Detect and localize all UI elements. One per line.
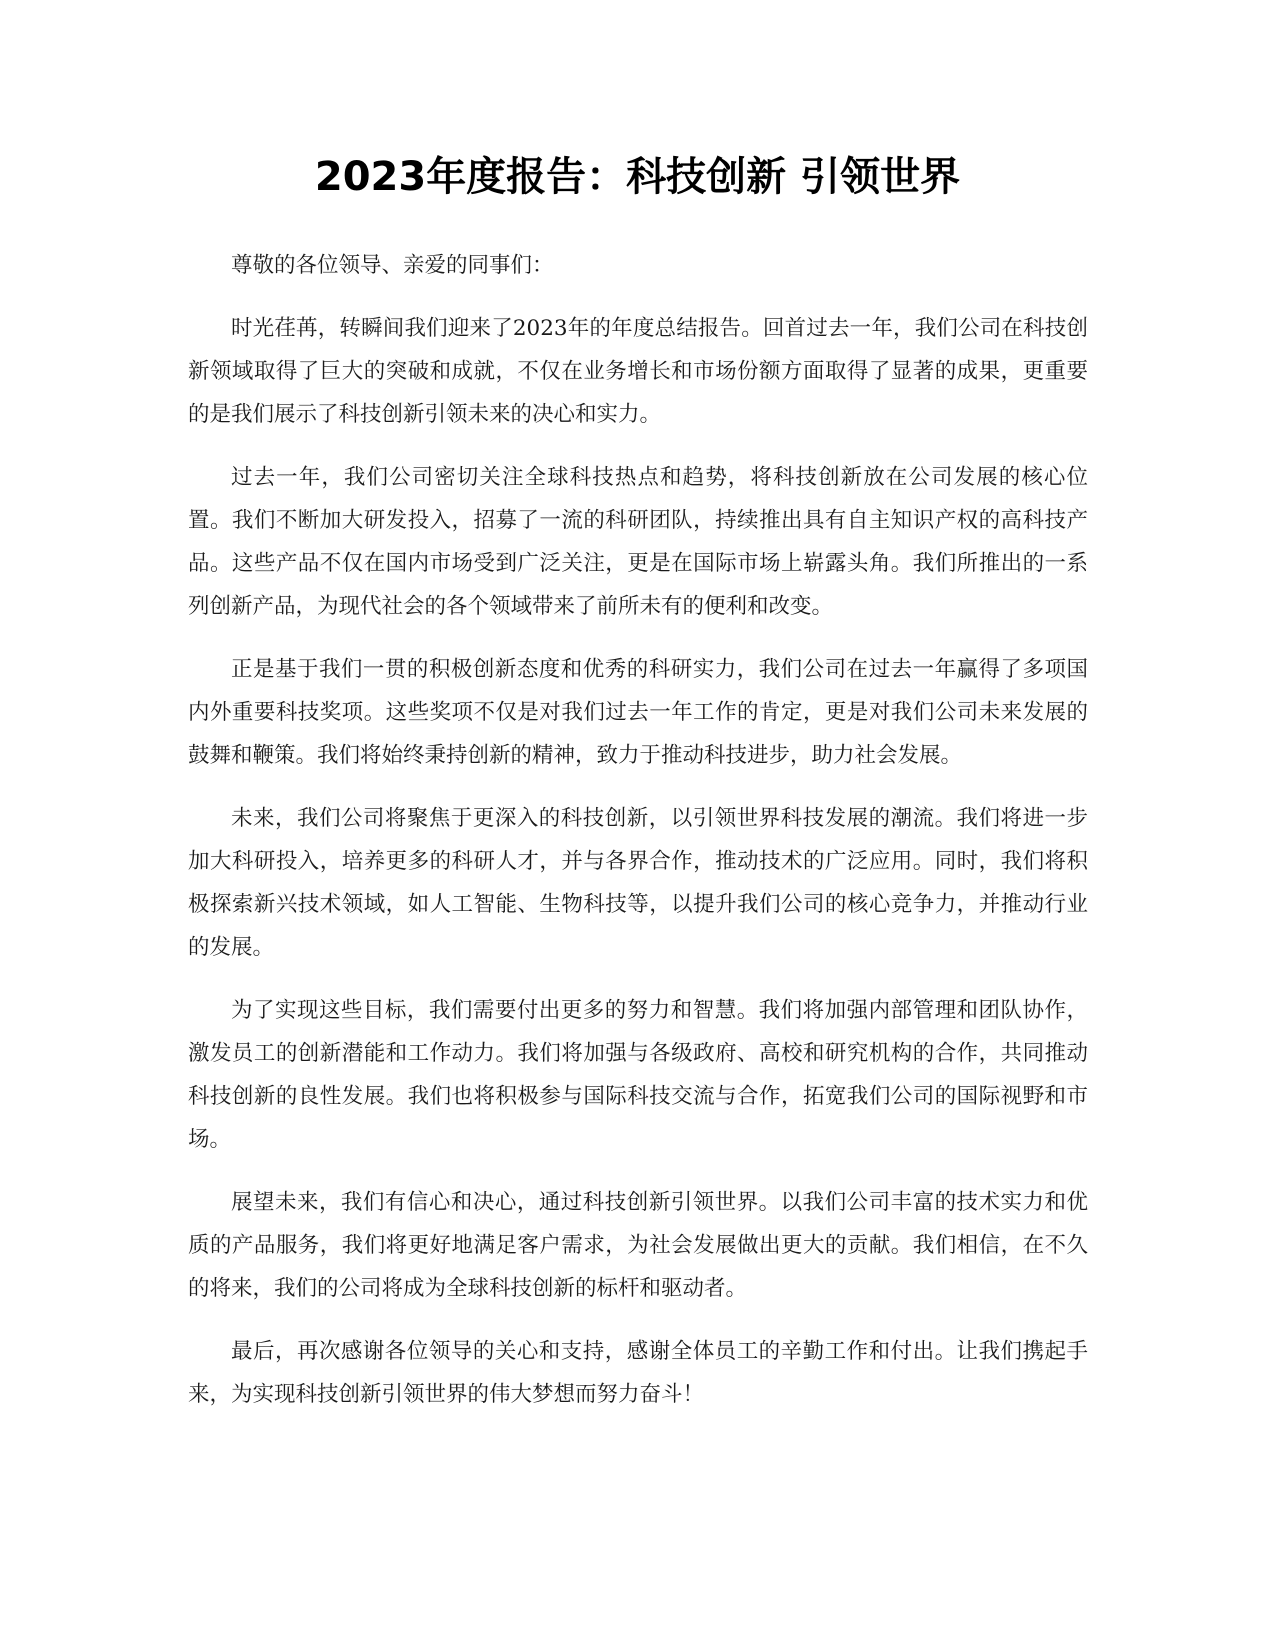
paragraph: 最后，再次感谢各位领导的关心和支持，感谢全体员工的辛勤工作和付出。让我们携起手来，为实现科技创新引领世界的伟大梦想而努力奋斗！	[188, 1339, 1088, 1407]
paragraph: 未来，我们公司将聚焦于更深入的科技创新，以引领世界科技发展的潮流。我们将进一步加大科研投入，培养更多的科研人才，并与各界合作，推动技术的广泛应用。同时，我们将积极探索新兴技术领域，如人工智能、生物科技等，以提升我们公司的核心竞争力，并推动行业的发展。	[188, 806, 1088, 960]
paragraph: 过去一年，我们公司密切关注全球科技热点和趋势，将科技创新放在公司发展的核心位置。我们不断加大研发投入，招募了一流的科研团队，持续推出具有自主知识产权的高科技产品。这些产品不仅在国内市场受到广泛关注，更是在国际市场上崭露头角。我们所推出的一系列创新产品，为现代社会的各个领域带来了前所未有的便利和改变。	[188, 465, 1088, 619]
salutation: 尊敬的各位领导、亲爱的同事们：	[231, 253, 554, 278]
paragraph: 为了实现这些目标，我们需要付出更多的努力和智慧。我们将加强内部管理和团队协作，激发员工的创新潜能和工作动力。我们将加强与各级政府、高校和研究机构的合作，共同推动科技创新的良性发展。我们也将积极参与国际科技交流与合作，拓宽我们公司的国际视野和市场。	[188, 998, 1088, 1152]
paragraph: 时光荏苒，转瞬间我们迎来了2023年的年度总结报告。回首过去一年，我们公司在科技创新领域取得了巨大的突破和成就，不仅在业务增长和市场份额方面取得了显著的成果，更重要的是我们展示了科技创新引领未来的决心和实力。	[188, 316, 1088, 427]
document-title: 2023年度报告：科技创新 引领世界	[314, 154, 961, 200]
paragraph: 展望未来，我们有信心和决心，通过科技创新引领世界。以我们公司丰富的技术实力和优质的产品服务，我们将更好地满足客户需求，为社会发展做出更大的贡献。我们相信，在不久的将来，我们的公司将成为全球科技创新的标杆和驱动者。	[188, 1190, 1088, 1301]
document-body	[188, 244, 1088, 1436]
paragraph: 正是基于我们一贯的积极创新态度和优秀的科研实力，我们公司在过去一年赢得了多项国内外重要科技奖项。这些奖项不仅是对我们过去一年工作的肯定，更是对我们公司未来发展的鼓舞和鞭策。我们将始终秉持创新的精神，致力于推动科技进步，助力社会发展。	[188, 657, 1088, 768]
